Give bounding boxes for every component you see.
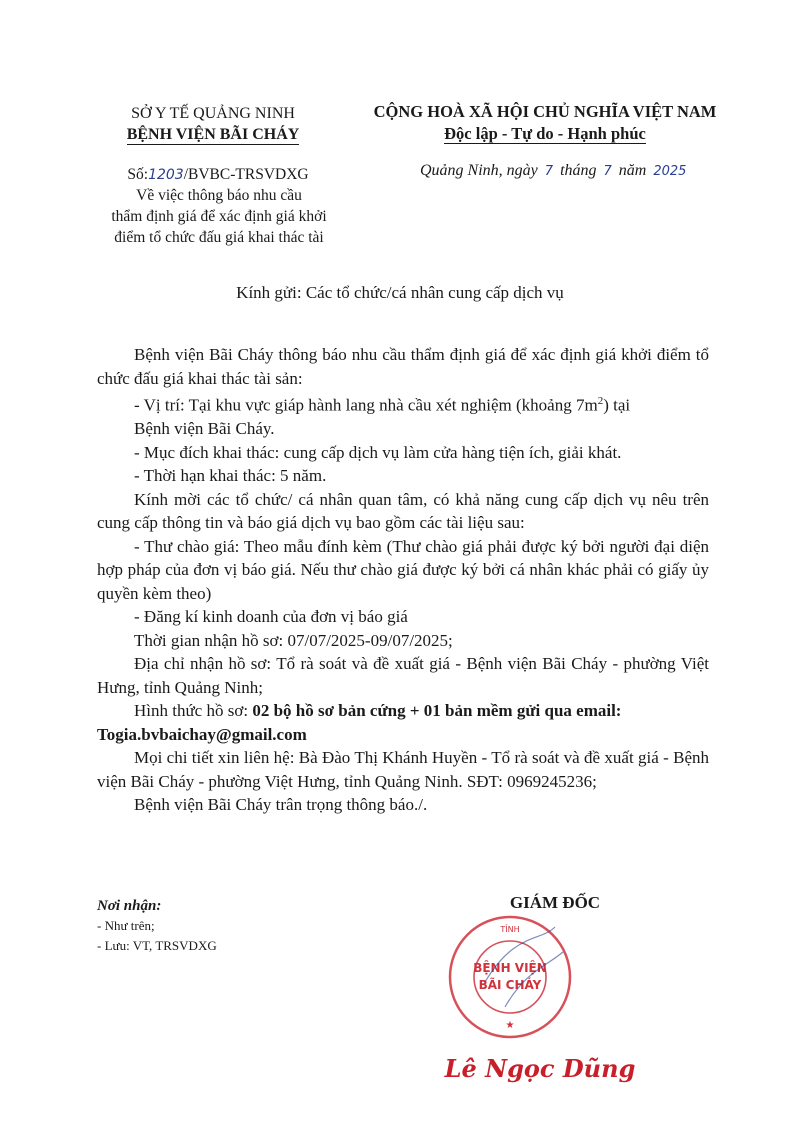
document-body	[97, 343, 709, 817]
letter-item: - Thư chào giá: Theo mẫu đính kèm (Thư chào giá phải được ký bởi người đại diện hợp pháp của đơn vị báo giá. Nếu thư chào giá được ký bởi cá nhân khác phải có giấy ủy quyền kèm theo)	[97, 536, 709, 603]
issuing-org	[108, 103, 318, 145]
location-item	[97, 390, 709, 417]
date-line	[420, 162, 689, 180]
stamp-top-text: TỈNH	[500, 925, 520, 934]
doc-number-suffix: /BVBC-TRSVDXG	[183, 166, 309, 183]
subject-line-1: Về việc thông báo nhu cầu	[136, 187, 302, 204]
recipient-line: Kính gửi: Các tổ chức/cá nhân cung cấp dịch vụ	[236, 283, 564, 302]
form-paragraph	[97, 699, 709, 746]
document-subject	[85, 185, 353, 248]
signer-name	[444, 1045, 636, 1095]
motto-line: Độc lập - Tự do - Hạnh phúc	[444, 124, 646, 143]
receiver-item: - Như trên;	[97, 918, 155, 933]
intro-paragraph: Bệnh viện Bãi Cháy thông báo nhu cầu thẩm định giá để xác định giá khởi điểm tổ chức đấu giá khai thác tài sản:	[97, 345, 709, 388]
location-text: - Vị trí: Tại khu vực giáp hành lang nhà cầu xét nghiệm (khoảng 7m	[134, 395, 598, 415]
subject-line-3: điểm tổ chức đấu giá khai thác tài	[114, 229, 324, 246]
date-month-label: tháng	[560, 162, 597, 179]
stamp-star: ★	[505, 1020, 515, 1031]
subject-line-2: thẩm định giá để xác định giá khởi	[111, 208, 327, 225]
receiver-item: - Lưu: VT, TRSVDXG	[97, 938, 217, 953]
stamp-line-1: BỆNH VIỆN	[473, 961, 547, 975]
stamp-line-2: BÃI CHÁY	[478, 978, 542, 992]
date-day: 7	[544, 164, 554, 179]
location-item-cont: Bệnh viện Bãi Cháy.	[134, 419, 275, 439]
date-year-label: năm	[618, 162, 647, 179]
closing-line: Bệnh viện Bãi Cháy trân trọng thông báo./.	[134, 795, 428, 815]
receive-address: Địa chỉ nhận hồ sơ: Tổ rà soát và đề xuất giá - Bệnh viện Bãi Cháy - phường Việt Hưng, tỉnh Quảng Ninh;	[97, 654, 709, 697]
doc-number-handwritten: 1203	[148, 167, 184, 183]
invitation-paragraph: Kính mời các tổ chức/ cá nhân quan tâm, có khả năng cung cấp dịch vụ nêu trên cung cấp thông tin và báo giá dịch vụ bao gồm các tài liệu sau:	[97, 489, 709, 533]
form-label: Hình thức hồ sơ:	[134, 701, 253, 721]
date-year: 2025	[653, 164, 687, 179]
national-motto	[355, 101, 735, 145]
contact-email[interactable]: Togia.bvbaichay@gmail.com	[97, 724, 307, 744]
receivers-block	[97, 896, 317, 956]
term-item: - Thời hạn khai thác: 5 năm.	[134, 466, 327, 486]
form-value: 02 bộ hồ sơ bản cứng + 01 bản mềm gửi qua email:	[252, 701, 622, 721]
purpose-item: - Mục đích khai thác: cung cấp dịch vụ làm cửa hàng tiện ích, giải khát.	[134, 442, 622, 462]
signer-position: GIÁM ĐỐC	[509, 893, 601, 912]
receive-time: Thời gian nhận hồ sơ: 07/07/2025-09/07/2025;	[134, 630, 453, 650]
official-stamp	[445, 912, 575, 1042]
signer-name-text: Lê Ngọc Dũng	[444, 1054, 636, 1083]
contact-paragraph: Mọi chi tiết xin liên hệ: Bà Đào Thị Khánh Huyền - Tổ rà soát và đề xuất giá - Bệnh viện Bãi Cháy - phường Việt Hưng, tỉnh Quảng Ninh. SĐT: 0969245236;	[97, 748, 709, 791]
date-month: 7	[603, 164, 612, 179]
receivers-title: Nơi nhận:	[97, 898, 162, 914]
location-superscript: 2	[597, 395, 604, 407]
document-number	[118, 165, 318, 185]
date-place: Quảng Ninh, ngày	[420, 162, 538, 179]
doc-number-prefix: Số:	[127, 166, 149, 183]
nation-title: CỘNG HOÀ XÃ HỘI CHỦ NGHĨA VIỆT NAM	[373, 102, 717, 121]
license-item: - Đăng kí kinh doanh của đơn vị báo giá	[134, 607, 408, 627]
parent-org: SỞ Y TẾ QUẢNG NINH	[131, 105, 295, 122]
location-text-end: ) tại	[603, 395, 631, 415]
hospital-name: BỆNH VIỆN BÃI CHÁY	[126, 126, 300, 143]
